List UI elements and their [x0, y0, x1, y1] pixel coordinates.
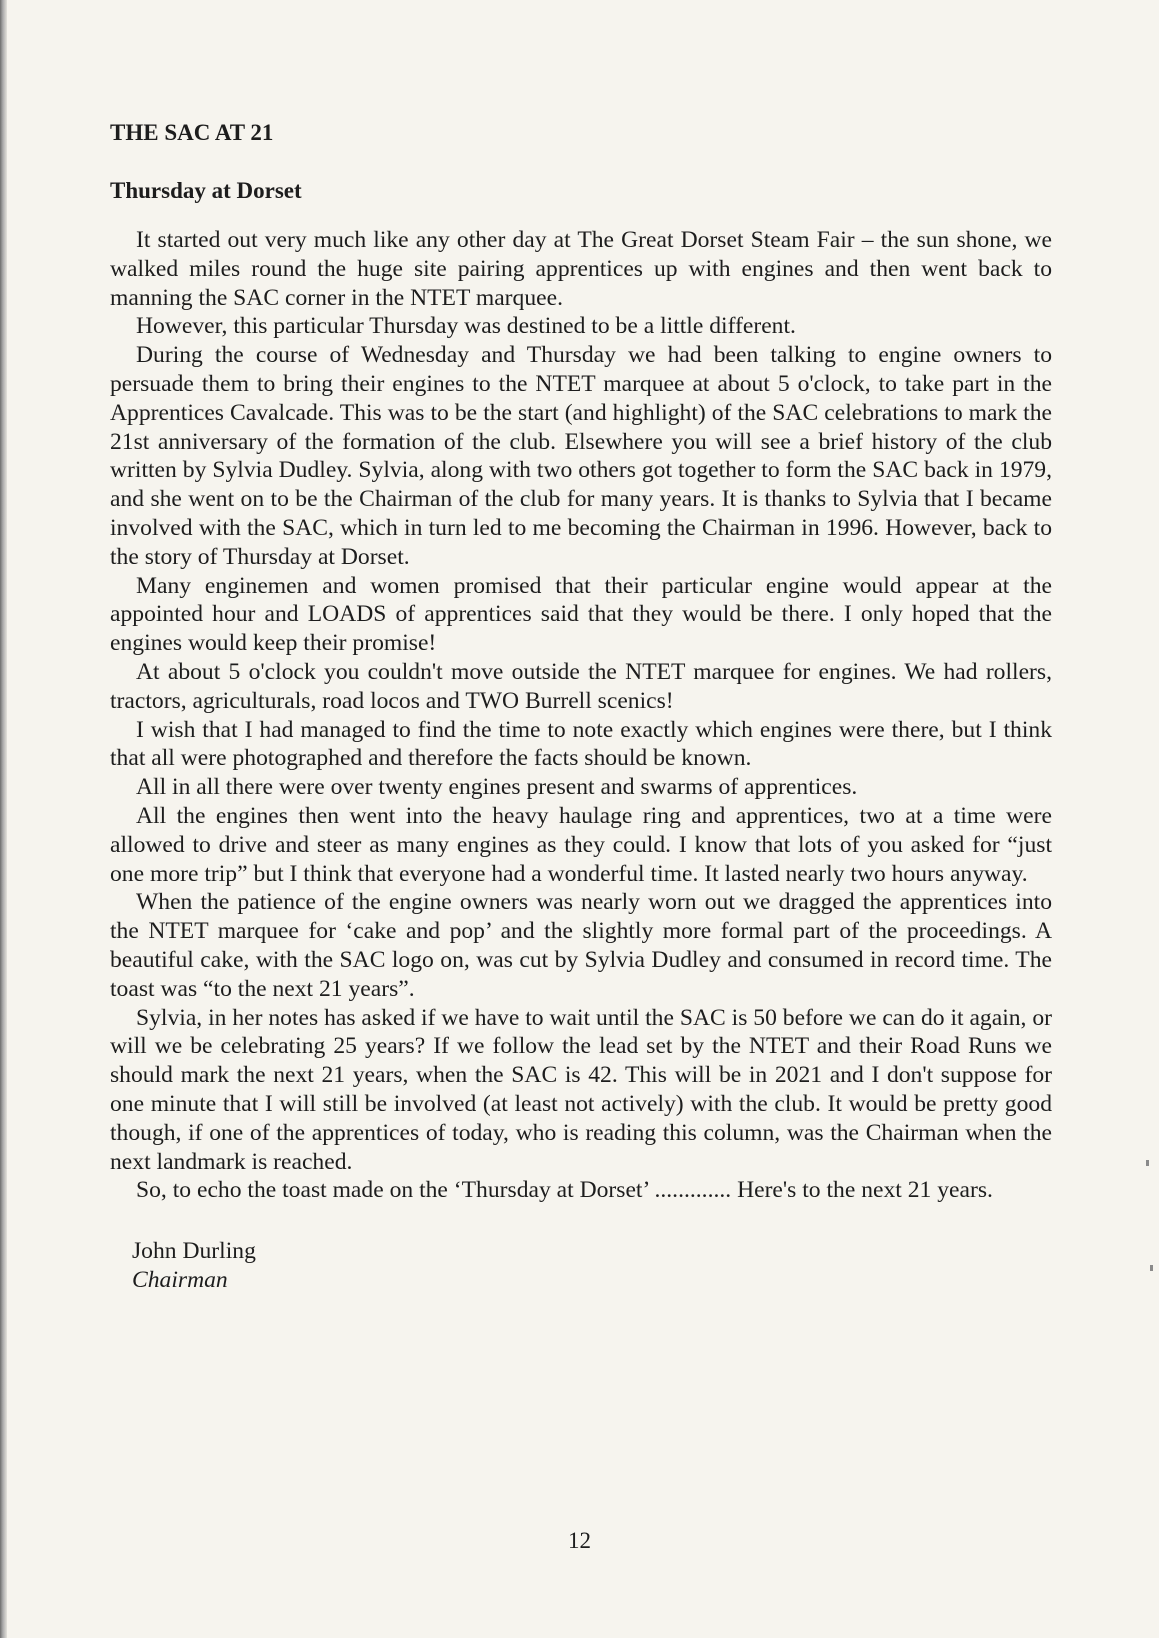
- article-subtitle: Thursday at Dorset: [110, 178, 302, 203]
- signature-block: [110, 1237, 1052, 1295]
- signature-role: Chairman: [132, 1267, 228, 1294]
- paragraph: When the patience of the engine owners was nearly worn out we dragged the apprentices into the NTET marquee for ‘cake and pop’ and the slightly more formal part of the proceedings. A beautiful cake, with the SAC logo on, was cut by Sylvia Dudley and consumed in record time. The toast was “to the next 21 years”.: [110, 889, 1052, 1002]
- paragraph: I wish that I had managed to find the time to note exactly which engines were there, but I think that all were photographed and therefore the facts should be known.: [110, 716, 1052, 772]
- article-body: [110, 226, 1052, 1205]
- paragraph: During the course of Wednesday and Thursday we had been talking to engine owners to persuade them to bring their engines to the NTET marquee at about 5 o'clock, to take part in the Apprentices Cavalcade. This was to be the start (and highlight) of the SAC celebrations to mark the 21st anniversary of the formation of the club. Elsewhere you will see a brief history of the club written by Sylvia Dudley. Sylvia, along with two others got together to form the SAC back in 1979, and she went on to be the Chairman of the club for many years. It is thanks to Sylvia that I became involved with the SAC, which in turn led to me becoming the Chairman in 1996. However, back to the story of Thursday at Dorset.: [110, 342, 1052, 570]
- scan-mark: [1146, 1160, 1149, 1166]
- article-title: THE SAC AT 21: [110, 120, 274, 145]
- paragraph: However, this particular Thursday was destined to be a little different.: [136, 313, 796, 340]
- paragraph: At about 5 o'clock you couldn't move outside the NTET marquee for engines. We had rollers, tractors, agriculturals, road locos and TWO Burrell scenics!: [110, 658, 1052, 714]
- paragraph: All in all there were over twenty engines present and swarms of apprentices.: [136, 774, 858, 801]
- signature-name: John Durling: [132, 1238, 256, 1265]
- paragraph: It started out very much like any other day at The Great Dorset Steam Fair – the sun shone, we walked miles round the huge site pairing apprentices up with engines and then went back to manning the SAC corner in the NTET marquee.: [110, 227, 1052, 311]
- paragraph: Sylvia, in her notes has asked if we have to wait until the SAC is 50 before we can do it again, or will we be celebrating 25 years? If we follow the lead set by the NTET and their Road Runs we should mark the next 21 years, when the SAC is 42. This will be in 2021 and I don't suppose for one minute that I will still be involved (at least not actively) with the club. It would be pretty good though, if one of the apprentices of today, who is reading this column, was the Chairman when the next landmark is reached.: [110, 1004, 1053, 1175]
- page-binding-edge: [0, 0, 7, 1638]
- page-number: 12: [568, 1528, 591, 1553]
- scan-mark: [1150, 1265, 1153, 1271]
- paragraph: All the engines then went into the heavy haulage ring and apprentices, two at a time were allowed to drive and steer as many engines as they could. I know that lots of you asked for “just one more trip” but I think that everyone had a wonderful time. It lasted nearly two hours anyway.: [110, 802, 1052, 887]
- paragraph: So, to echo the toast made on the ‘Thursday at Dorset’ ............. Here's to the next 21 years.: [136, 1177, 993, 1204]
- paragraph: Many enginemen and women promised that their particular engine would appear at the appointed hour and LOADS of apprentices said that they would be there. I only hoped that the engines would keep their promise!: [110, 572, 1052, 657]
- article: [110, 118, 1052, 1295]
